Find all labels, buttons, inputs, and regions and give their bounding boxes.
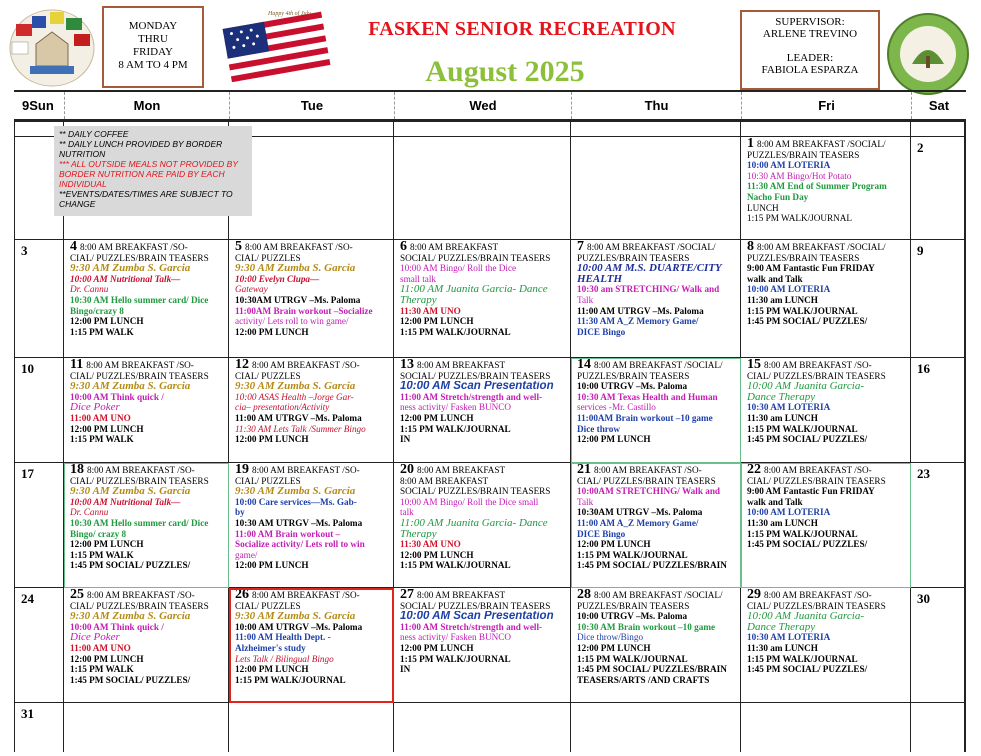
day-number: 25 <box>70 588 84 602</box>
day-number: 29 <box>747 588 761 602</box>
event-line: CIAL/ PUZZLES/BRAIN TEASERS <box>70 252 209 263</box>
saturday-cell: 2 <box>911 137 966 240</box>
event-line: 10:30AM UTRGV –Ms. Paloma <box>577 507 703 518</box>
day-cell-fri <box>741 240 911 358</box>
event-line: PUZZLES/BRAIN TEASERS <box>577 600 690 611</box>
event-line: Therapy <box>400 294 437 306</box>
event-line: 10:30 AM Hello summer card/ Dice <box>70 517 209 528</box>
day-number: 1 <box>747 137 754 151</box>
event-line: Dice Poker <box>70 632 120 643</box>
event-line: 11:00 AM UNO <box>70 642 131 653</box>
event-line: 12:00 PM LUNCH <box>577 642 651 653</box>
spacer-cell <box>571 122 741 137</box>
event-line: 9:00 AM Fantastic Fun FRIDAY <box>747 486 875 497</box>
day-header: Thu <box>571 92 741 119</box>
event-line: Dr. Cannu <box>70 507 109 518</box>
event-line: 10:00 AM Think quick / <box>70 621 164 632</box>
sunday-cell: 3 <box>14 240 64 358</box>
flag-caption: Happy 4th of July <box>268 11 311 17</box>
note-line: **EVENTS/DATES/TIMES ARE SUBJECT TO CHANGE <box>59 189 233 209</box>
event-line: PUZZLES/BRAIN TEASERS <box>577 370 690 381</box>
weekday-header <box>14 90 966 122</box>
event-line: 8:00 AM BREAKFAST /SO- <box>87 590 195 600</box>
event-line: 1:15 PM WALK/JOURNAL <box>235 674 346 685</box>
event-line: Dr. Cannu <box>70 284 109 295</box>
leader-label: LEADER: <box>786 52 834 64</box>
leader-name: FABIOLA ESPARZA <box>761 64 859 76</box>
event-line: TEASERS/ARTS /AND CRAFTS <box>577 674 710 685</box>
event-line: 1:45 PM SOCIAL/ PUZZLES/ <box>70 674 191 685</box>
event-line: HEALTH <box>577 273 623 285</box>
event-line: 10:00 UTRGV –Ms. Paloma <box>577 611 688 622</box>
event-line: 1:15 PM WALK/JOURNAL <box>577 653 688 664</box>
event-line: 1:15 PM WALK/JOURNAL <box>577 549 688 560</box>
event-line: 8:00 AM BREAKFAST /SO- <box>245 242 353 252</box>
event-line: 11:00 AM Health Dept. - <box>235 632 331 643</box>
hours-line: FRIDAY <box>133 46 173 58</box>
event-line: 10:00 Care services—Ms. Gab- <box>235 496 357 507</box>
day-cell-wed <box>394 358 571 463</box>
hours-box <box>102 6 204 88</box>
day-cell-wed <box>394 463 571 588</box>
page-title: FASKEN SENIOR RECREATION <box>368 18 676 40</box>
event-line: 10:00 AM Bingo/ Roll the Dice <box>400 263 517 274</box>
event-line: DICE Bingo <box>577 528 626 539</box>
month-title: August 2025 <box>425 55 585 88</box>
event-line: 10:00 AM LOTERIA <box>747 160 831 171</box>
day-number: 7 <box>577 240 584 254</box>
day-cell-wed <box>394 588 571 703</box>
event-line: 11:30 am LUNCH <box>747 517 818 528</box>
event-line: 1:45 PM SOCIAL/ PUZZLES/ <box>70 560 191 571</box>
event-line: 12:00 PM LUNCH <box>235 664 309 675</box>
event-line: 8:00 AM BREAKFAST /SOCIAL/ <box>587 242 716 252</box>
note-line: ** DAILY LUNCH PROVIDED BY BORDER NUTRITION <box>59 139 223 159</box>
event-line: 12:00 PM LUNCH <box>70 423 144 434</box>
day-cell-thu <box>571 137 741 240</box>
event-line: 1:15 PM WALK <box>70 326 134 337</box>
supervisor-name: ARLENE TREVINO <box>762 28 858 40</box>
event-line: 8:00 AM BREAKFAST /SO- <box>87 465 195 475</box>
day-cell-fri <box>741 358 911 463</box>
event-line: ness activity/ Fasken BUNCO <box>400 632 512 643</box>
event-line: talk <box>400 507 414 518</box>
event-line: 9:30 AM Zumba S. Garcia <box>235 381 356 392</box>
event-line: 11:00AM Brain workout –Socialize <box>235 305 373 316</box>
hours-line: 8 AM TO 4 PM <box>118 59 188 71</box>
event-line: 11:00 AM Brain workout – <box>235 528 341 539</box>
saturday-cell: 30 <box>911 588 966 703</box>
day-cell-fri <box>741 588 911 703</box>
event-line: services -Mr. Castillo <box>577 402 656 413</box>
day-cell-tue <box>229 240 394 358</box>
day-cell-fri <box>741 137 911 240</box>
event-line: 10:00 AM LOTERIA <box>747 284 831 295</box>
event-line: Talk <box>577 496 594 507</box>
event-line: Dice throw <box>577 423 620 434</box>
event-line: 10:30 AM Hello summer card/ Dice <box>70 294 209 305</box>
event-line: 10:30 AM LOTERIA <box>747 402 831 413</box>
day-cell-mon <box>64 703 229 752</box>
sunday-cell: 10 <box>14 358 64 463</box>
event-line: CIAL/ PUZZLES/BRAIN TEASERS <box>577 475 716 486</box>
event-line: game/ <box>235 549 258 560</box>
event-line: walk and Talk <box>747 496 803 507</box>
city-seal-logo <box>6 4 98 90</box>
event-line: SOCIAL/ PUZZLES/BRAIN TEASERS <box>400 600 551 611</box>
day-cell-wed <box>394 703 571 752</box>
day-cell-tue <box>229 588 394 703</box>
event-line: CIAL/ PUZZLES <box>235 600 301 611</box>
event-line: CIAL/ PUZZLES/BRAIN TEASERS <box>747 475 886 486</box>
event-line: 10:00 AM Bingo/ Roll the Dice small <box>400 496 539 507</box>
event-line: 11:00 AM UNO <box>70 412 131 423</box>
calendar <box>14 90 966 752</box>
event-line: 8:00 AM BREAKFAST /SO- <box>764 465 872 475</box>
event-line: 11:30 am LUNCH <box>747 294 818 305</box>
day-header: Sat <box>911 92 966 119</box>
day-header: Fri <box>741 92 911 119</box>
event-line: Dice Poker <box>70 402 120 413</box>
event-line: 9:30 AM Zumba S. Garcia <box>70 263 191 274</box>
day-cell-thu <box>571 240 741 358</box>
event-line: 8:00 AM BREAKFAST <box>410 242 499 252</box>
event-line: SOCIAL/ PUZZLES/BRAIN TEASERS <box>400 252 551 263</box>
day-cell-thu <box>571 358 741 463</box>
event-line: CIAL/ PUZZLES/BRAIN TEASERS <box>747 370 886 381</box>
event-line: 10:00 AM Think quick / <box>70 391 164 402</box>
sunday-cell: 24 <box>14 588 64 703</box>
event-line: 10:00 Evelyn Clupa— <box>235 273 320 284</box>
event-line: Alzheimer's study <box>235 642 306 653</box>
event-line: Dice throw/Bingo <box>577 632 644 643</box>
day-number: 13 <box>400 358 414 372</box>
day-number: 26 <box>235 588 249 602</box>
event-line: 8:00 AM BREAKFAST /SO- <box>252 360 360 370</box>
event-line: 11:30 AM Lets Talk /Summer Bingo <box>235 423 366 434</box>
event-line: 1:15 PM WALK/JOURNAL <box>400 560 511 571</box>
event-line: 10:00 UTRGV –Ms. Paloma <box>577 381 688 392</box>
event-line: 10:30 AM Bingo/Hot Potato <box>747 170 852 181</box>
event-line: 1:45 PM SOCIAL/ PUZZLES/ <box>747 316 868 327</box>
day-header: Wed <box>394 92 571 119</box>
event-line: 8:00 AM BREAKFAST /SO- <box>80 242 188 252</box>
event-line: 8:00 AM BREAKFAST /SOCIAL/ <box>594 590 723 600</box>
event-line: CIAL/ PUZZLES/BRAIN TEASERS <box>70 475 209 486</box>
event-line: 10:00 AM Juanita Garcia- <box>747 611 865 622</box>
sunday-cell: 31 <box>14 703 64 752</box>
event-line: Therapy <box>400 528 437 540</box>
event-line: by <box>235 507 245 518</box>
event-line: DICE Bingo <box>577 326 626 337</box>
event-line: small talk <box>400 273 436 284</box>
event-line: 12:00 PM LUNCH <box>400 549 474 560</box>
day-number: 6 <box>400 240 407 254</box>
event-line: 10:30AM UTRGV –Ms. Paloma <box>235 294 361 305</box>
event-line: 11:00 AM Juanita Garcia- Dance <box>400 284 548 295</box>
event-line: 12:00 PM LUNCH <box>70 316 144 327</box>
event-line: 10:30 AM Brain workout –10 game <box>577 621 716 632</box>
event-line: ness activity/ Fasken BUNCO <box>400 402 512 413</box>
event-line: 1:15 PM WALK/JOURNAL <box>747 423 858 434</box>
event-line: 11:00 AM UTRGV –Ms. Paloma <box>235 412 362 423</box>
event-line: 8:00 AM BREAKFAST <box>417 360 506 370</box>
event-line: 10:00AM STRETCHING/ Walk and <box>577 486 721 497</box>
event-line: 1:45 PM SOCIAL/ PUZZLES/BRAIN <box>577 560 727 571</box>
event-line: 1:45 PM SOCIAL/ PUZZLES/ <box>747 664 868 675</box>
day-cell-thu <box>571 588 741 703</box>
event-line: 1:15 PM WALK <box>70 434 134 445</box>
notes-box <box>54 126 252 216</box>
event-line: 12:00 PM LUNCH <box>235 326 309 337</box>
event-line: SOCIAL/ PUZZLES/BRAIN TEASERS <box>400 486 551 497</box>
staff-box <box>740 10 880 90</box>
event-line: CIAL/ PUZZLES <box>235 475 301 486</box>
event-line: IN <box>400 664 411 675</box>
day-cell-fri <box>741 703 911 752</box>
event-line: 8:00 AM BREAKFAST /SO- <box>594 465 702 475</box>
day-cell-thu <box>571 703 741 752</box>
event-line: 8:00 AM BREAKFAST /SOCIAL/ <box>594 360 723 370</box>
event-line: 12:00 PM LUNCH <box>577 539 651 550</box>
day-header: Mon <box>64 92 229 119</box>
event-line: 10:30 am STRETCHING/ Walk and <box>577 284 720 295</box>
event-line: Dance Therapy <box>747 621 816 633</box>
day-number: 14 <box>577 358 591 372</box>
event-line: 8:00 AM BREAKFAST /SO- <box>764 360 872 370</box>
day-cell-mon <box>64 463 229 588</box>
event-line: 12:00 PM LUNCH <box>235 560 309 571</box>
event-line: 12:00 PM LUNCH <box>70 539 144 550</box>
event-line: 12:00 PM LUNCH <box>577 434 651 445</box>
event-line: LUNCH <box>747 202 779 213</box>
event-line: 1:45 PM SOCIAL/ PUZZLES/BRAIN <box>577 664 727 675</box>
event-line: 8:00 AM BREAKFAST <box>400 475 489 486</box>
event-line: 9:00 AM Fantastic Fun FRIDAY <box>747 263 875 274</box>
event-line: PUZZLES/BRAIN TEASERS <box>747 252 860 263</box>
day-number: 28 <box>577 588 591 602</box>
event-line: 8:00 AM BREAKFAST <box>417 465 506 475</box>
event-line: 11:00 AM Stretch/strength and well- <box>400 621 543 632</box>
event-line: 10:30 AM UTRGV –Ms. Paloma <box>235 517 363 528</box>
event-line: 11:30 am LUNCH <box>747 412 818 423</box>
note-line: *** ALL OUTSIDE MEALS NOT PROVIDED BY BORDER NUTRITION ARE PAID BY EACH INDIVIDUAL <box>59 159 238 189</box>
event-line: CIAL/ PUZZLES/BRAIN TEASERS <box>70 600 209 611</box>
event-line: 10:00 AM UTRGV –Ms. Paloma <box>235 621 363 632</box>
day-number: 20 <box>400 463 414 477</box>
event-line: 1:15 PM WALK <box>70 664 134 675</box>
spacer-cell <box>741 122 911 137</box>
day-number: 15 <box>747 358 761 372</box>
spacer-cell <box>911 122 966 137</box>
event-line: Nacho Fun Day <box>747 191 809 202</box>
day-number: 22 <box>747 463 761 477</box>
day-cell-fri <box>741 463 911 588</box>
day-cell-mon <box>64 358 229 463</box>
saturday-cell <box>911 703 966 752</box>
event-line: cia– presentation/Activity <box>235 402 330 413</box>
event-line: 11:30 AM UNO <box>400 305 461 316</box>
event-line: 8:00 AM BREAKFAST /SO- <box>764 590 872 600</box>
day-cell-tue <box>229 137 394 240</box>
saturday-cell: 16 <box>911 358 966 463</box>
day-cell-wed <box>394 240 571 358</box>
event-line: 1:15 PM WALK/JOURNAL <box>400 653 511 664</box>
event-line: 1:15 PM WALK/JOURNAL <box>747 213 852 224</box>
event-line: 1:45 PM SOCIAL/ PUZZLES/ <box>747 539 868 550</box>
day-header: Tue <box>229 92 394 119</box>
day-cell-wed <box>394 137 571 240</box>
event-line: 11:00 AM A_Z Memory Game/ <box>577 517 699 528</box>
event-line: 11:30 AM UNO <box>400 539 461 550</box>
event-line: SOCIAL/ PUZZLES/BRAIN TEASERS <box>400 370 551 381</box>
event-line: 11:30 AM A_Z Memory Game/ <box>577 316 699 327</box>
event-line: 12:00 PM LUNCH <box>235 434 309 445</box>
spacer-cell <box>394 122 571 137</box>
event-line: 8:00 AM BREAKFAST /SOCIAL/ <box>757 242 886 252</box>
day-number: 5 <box>235 240 242 254</box>
day-number: 21 <box>577 463 591 477</box>
hours-line: THRU <box>138 33 168 45</box>
event-line: walk and Talk <box>747 273 803 284</box>
event-line: 11:00 AM Stretch/strength and well- <box>400 391 543 402</box>
event-line: 9:30 AM Zumba S. Garcia <box>235 486 356 497</box>
day-number: 11 <box>70 358 84 372</box>
event-line: 10:30 AM Texas Health and Human <box>577 391 718 402</box>
event-line: 10:00 AM Scan Presentation <box>400 381 554 392</box>
event-line: 8:00 AM BREAKFAST /SOCIAL/ <box>757 139 886 149</box>
event-line: 1:15 PM WALK/JOURNAL <box>400 326 511 337</box>
event-line: 8:00 AM BREAKFAST <box>417 590 506 600</box>
event-line: 10:30 AM LOTERIA <box>747 632 831 643</box>
event-line: 10:00 AM Nutritional Talk— <box>70 273 181 284</box>
spacer-cell <box>229 122 394 137</box>
sunday-cell: 17 <box>14 463 64 588</box>
day-cell-tue <box>229 703 394 752</box>
event-line: 8:00 AM BREAKFAST /SO- <box>86 360 194 370</box>
event-line: Gateway <box>235 284 268 295</box>
parks-recreation-logo <box>886 12 970 96</box>
event-line: 12:00 PM LUNCH <box>400 316 474 327</box>
event-line: 11:30 AM End of Summer Program <box>747 181 887 192</box>
event-line: 1:15 PM WALK/JOURNAL <box>747 305 858 316</box>
event-line: 1:15 PM WALK/JOURNAL <box>747 653 858 664</box>
event-line: 1:45 PM SOCIAL/ PUZZLES/ <box>747 434 868 445</box>
event-line: 8:00 AM BREAKFAST /SO- <box>252 590 360 600</box>
hours-line: MONDAY <box>128 20 178 32</box>
day-number: 12 <box>235 358 249 372</box>
event-line: 8:00 AM BREAKFAST /SO- <box>252 465 360 475</box>
event-line: Bingo/ crazy 8 <box>70 528 127 539</box>
event-line: Lets Talk / Bilingual Bingo <box>235 653 334 664</box>
day-number: 4 <box>70 240 77 254</box>
event-line: 10:00 AM M.S. DUARTE/CITY <box>577 263 722 274</box>
day-number: 8 <box>747 240 754 254</box>
event-line: 10:00 AM Juanita Garcia- <box>747 381 865 392</box>
event-line: PUZZLES/BRAIN TEASERS <box>747 149 860 160</box>
event-line: 9:30 AM Zumba S. Garcia <box>235 611 356 622</box>
event-line: 12:00 PM LUNCH <box>70 653 144 664</box>
event-line: 11:00 AM UTRGV –Ms. Paloma <box>577 305 704 316</box>
calendar-grid <box>14 122 966 752</box>
day-number: 27 <box>400 588 414 602</box>
event-line: IN <box>400 434 411 445</box>
event-line: CIAL/ PUZZLES/BRAIN TEASERS <box>747 600 886 611</box>
event-line: 9:30 AM Zumba S. Garcia <box>70 381 191 392</box>
event-line: PUZZLES/BRAIN TEASERS <box>577 252 690 263</box>
event-line: Bingo/crazy 8 <box>70 305 124 316</box>
event-line: 10:00 AM LOTERIA <box>747 507 831 518</box>
event-line: 12:00 PM LUNCH <box>400 412 474 423</box>
event-line: 1:15 PM WALK/JOURNAL <box>400 423 511 434</box>
day-number: 19 <box>235 463 249 477</box>
day-header: 9Sun <box>22 98 54 113</box>
day-number: 18 <box>70 463 84 477</box>
event-line: 1:15 PM WALK/JOURNAL <box>747 528 858 539</box>
event-line: 10:00 AM Nutritional Talk— <box>70 496 181 507</box>
day-cell-tue <box>229 463 394 588</box>
event-line: 1:15 PM WALK <box>70 549 134 560</box>
event-line: 9:30 AM Zumba S. Garcia <box>70 611 191 622</box>
event-line: activity/ Lets roll to win game/ <box>235 316 349 327</box>
day-cell-thu <box>571 463 741 588</box>
event-line: 11:30 am LUNCH <box>747 642 818 653</box>
event-line: Socialize activity/ Lets roll to win <box>235 539 365 550</box>
event-line: CIAL/ PUZZLES <box>235 370 301 381</box>
event-line: 10:00 ASAS Health –Jorge Gar- <box>235 391 354 402</box>
event-line: Dance Therapy <box>747 391 816 403</box>
event-line: 12:00 PM LUNCH <box>400 642 474 653</box>
day-cell-tue <box>229 358 394 463</box>
event-line: Talk <box>577 294 594 305</box>
event-line: 10:00 AM Scan Presentation <box>400 611 554 622</box>
event-line: 9:30 AM Zumba S. Garcia <box>235 263 356 274</box>
supervisor-label: SUPERVISOR: <box>775 16 845 28</box>
event-line: 11:00 AM Juanita Garcia- Dance <box>400 517 548 529</box>
american-flag-image <box>212 6 340 82</box>
event-line: CIAL/ PUZZLES <box>235 252 301 263</box>
day-cell-mon <box>64 588 229 703</box>
event-line: 9:30 AM Zumba S. Garcia <box>70 486 191 497</box>
saturday-cell: 9 <box>911 240 966 358</box>
note-line: ** DAILY COFFEE <box>59 129 129 139</box>
day-cell-mon <box>64 240 229 358</box>
saturday-cell: 23 <box>911 463 966 588</box>
event-line: 11:00AM Brain workout –10 game <box>577 412 713 423</box>
event-line: CIAL/ PUZZLES/BRAIN TEASERS <box>70 370 209 381</box>
